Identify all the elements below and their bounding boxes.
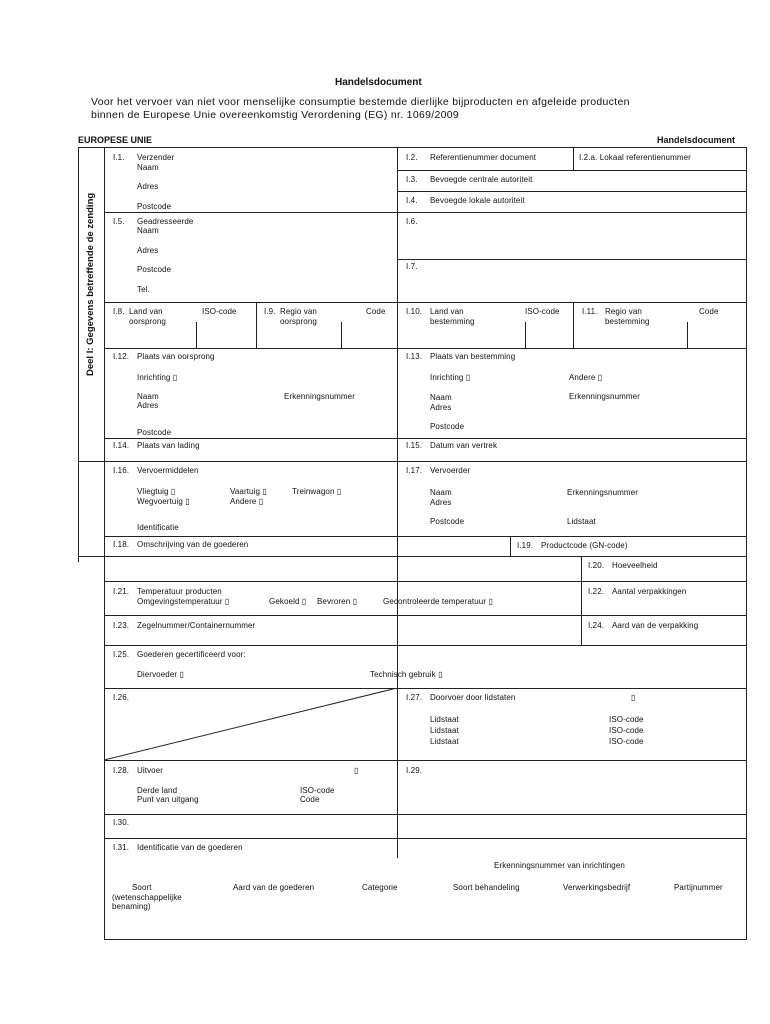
i17-postcode: Postcode (430, 517, 465, 526)
i8-iso: ISO-code (202, 307, 237, 316)
i16-label: Vervoermiddelen (137, 466, 199, 475)
i28-punt-van-uitgang: Punt van uitgang (137, 795, 199, 804)
i31-number: I.31. (113, 843, 130, 852)
i5-adres: Adres (137, 246, 159, 255)
i26-number: I.26. (113, 693, 130, 702)
i24-label: Aard van de verpakking (612, 621, 699, 630)
i25-diervoeder-option[interactable] (137, 670, 184, 680)
i11-label-2: bestemming (605, 317, 650, 326)
i2-label: Referentienummer document (430, 153, 537, 162)
i1-naam: Naam (137, 163, 159, 172)
i13-postcode: Postcode (430, 422, 465, 431)
i13-adres: Adres (430, 403, 452, 412)
header-left: EUROPESE UNIE (78, 135, 153, 145)
i8-number: I.8. (113, 307, 125, 316)
i21-bevroren-option[interactable] (317, 597, 357, 607)
i23-label: Zegelnummer/Containernummer (137, 621, 256, 630)
i12-inrichting-label: Inrichting (137, 373, 171, 382)
i19-number: I.19. (517, 541, 534, 550)
i28-number: I.28. (113, 766, 130, 775)
i2-number: I.2. (406, 153, 418, 162)
i22-number: I.22. (588, 587, 605, 596)
i25-number: I.25. (113, 650, 130, 659)
i16-number: I.16. (113, 466, 130, 475)
checkbox-icon[interactable]: ▯ (465, 373, 471, 382)
i14-number: I.14. (113, 441, 130, 450)
i25-label: Goederen gecertificeerd voor: (137, 650, 246, 659)
i2a-label: I.2.a. Lokaal referentienummer (579, 153, 691, 162)
i13-number: I.13. (406, 352, 423, 361)
i20-number: I.20. (588, 561, 605, 570)
i15-number: I.15. (406, 441, 423, 450)
i27-iso-2: ISO-code (609, 726, 644, 735)
i28-label: Uitvoer (137, 766, 164, 775)
i13-naam: Naam (430, 393, 452, 402)
i13-inrichting-option[interactable] (430, 373, 470, 383)
i21-gecontroleerd-option[interactable] (383, 597, 493, 607)
i3-label: Bevoegde centrale autoriteit (430, 175, 533, 184)
i13-andere-option[interactable] (569, 373, 602, 383)
i21-bevroren-label: Bevroren (317, 597, 351, 606)
i21-omgevingstemperatuur-label: Omgevingstemperatuur (137, 597, 223, 606)
i13-erkenningsnummer: Erkenningsnummer (569, 392, 640, 401)
checkbox-icon[interactable]: ▯ (631, 693, 636, 702)
i5-label: Geadresseerde (137, 217, 194, 226)
i23-number: I.23. (113, 621, 130, 630)
i12-postcode: Postcode (137, 428, 172, 437)
checkbox-icon[interactable]: ▯ (352, 597, 358, 606)
i31-wetenschappelijke: (wetenschappelijke (112, 893, 182, 902)
i19-label: Productcode (GN-code) (541, 541, 628, 550)
i31-categorie: Categorie (362, 883, 398, 892)
i11-label-1: Regio van (605, 307, 642, 316)
i21-label: Temperatuur producten (137, 587, 222, 596)
i16-treinwagon-option[interactable] (292, 487, 341, 497)
i16-vaartuig-option[interactable] (230, 487, 267, 497)
i27-iso-3: ISO-code (609, 737, 644, 746)
i12-number: I.12. (113, 352, 130, 361)
i11-number: I.11. (582, 307, 598, 316)
i17-number: I.17. (406, 466, 423, 475)
i8-label-1: Land van (129, 307, 163, 316)
i27-lidstaat-2: Lidstaat (430, 726, 459, 735)
checkbox-icon[interactable]: ▯ (336, 487, 342, 496)
i17-lidstaat: Lidstaat (567, 517, 596, 526)
i16-wegvoertuig-label: Wegvoertuig (137, 497, 183, 506)
i16-vliegtuig-label: Vliegtuig (137, 487, 169, 496)
i1-adres: Adres (137, 182, 159, 191)
i4-number: I.4. (406, 196, 418, 205)
i21-gekoeld-label: Gekoeld (269, 597, 300, 606)
i28-derde-land: Derde land (137, 786, 178, 795)
i1-postcode: Postcode (137, 202, 172, 211)
i8-label-2: oorsprong (129, 317, 166, 326)
i9-label-2: oorsprong (280, 317, 317, 326)
checkbox-icon[interactable]: ▯ (258, 497, 264, 506)
i16-vaartuig-label: Vaartuig (230, 487, 261, 496)
i25-technisch-option[interactable] (370, 670, 443, 680)
i10-iso: ISO-code (525, 307, 560, 316)
i25-diervoeder-label: Diervoeder (137, 670, 178, 679)
i17-adres: Adres (430, 498, 452, 507)
i1-number: I.1. (113, 153, 125, 162)
header-right: Handelsdocument (657, 135, 736, 145)
i31-erkenningsnummer: Erkenningsnummer van inrichtingen (494, 861, 625, 870)
i21-gekoeld-option[interactable] (269, 597, 306, 607)
i31-partijnummer: Partijnummer (674, 883, 723, 892)
i14-label: Plaats van lading (137, 441, 200, 450)
i20-label: Hoeveelheid (612, 561, 658, 570)
i16-wegvoertuig-option[interactable] (137, 497, 190, 507)
i21-number: I.21. (113, 587, 130, 596)
checkbox-icon[interactable]: ▯ (170, 487, 176, 496)
i12-naam: Naam (137, 392, 159, 401)
i31-verwerkingsbedrijf: Verwerkingsbedrijf (563, 883, 631, 892)
i27-label: Doorvoer door lidstaten (430, 693, 516, 702)
checkbox-icon[interactable]: ▯ (185, 497, 190, 506)
side-label: Deel I: Gegevens betreffende de zending (85, 192, 96, 376)
i22-label: Aantal verpakkingen (612, 587, 687, 596)
checkbox-icon[interactable]: ▯ (224, 597, 230, 606)
i10-label-1: Land van (430, 307, 464, 316)
i13-label: Plaats van bestemming (430, 352, 516, 361)
checkbox-icon[interactable]: ▯ (172, 373, 178, 382)
i27-lidstaat-3: Lidstaat (430, 737, 459, 746)
i27-lidstaat-1: Lidstaat (430, 715, 459, 724)
i4-label: Bevoegde lokale autoriteit (430, 196, 525, 205)
i13-inrichting-label: Inrichting (430, 373, 464, 382)
i12-adres: Adres (137, 401, 159, 410)
i5-naam: Naam (137, 226, 159, 235)
i12-erkenningsnummer: Erkenningsnummer (284, 392, 355, 401)
intro-line-1: Voor het vervoer van niet voor menselijke consumptie bestemde dierlijke bijproducten en afgeleide producten (91, 96, 630, 108)
checkbox-icon[interactable]: ▯ (597, 373, 603, 382)
i31-soort: Soort (132, 883, 152, 892)
i24-number: I.24. (588, 621, 605, 630)
i11-code: Code (699, 307, 719, 316)
intro-line-2: binnen de Europese Unie overeenkomstig Verordening (EG) nr. 1069/2009 (91, 109, 460, 121)
i16-andere-label: Andere (230, 497, 257, 506)
i25-technisch-label: Technisch gebruik (370, 670, 436, 679)
i31-aard: Aard van de goederen (233, 883, 315, 892)
i31-benaming: benaming) (112, 902, 151, 911)
i16-andere-option[interactable] (230, 497, 263, 507)
i28-iso-code: ISO-code (300, 786, 335, 795)
checkbox-icon[interactable]: ▯ (488, 597, 493, 606)
i6-number: I.6. (406, 217, 418, 226)
i12-inrichting-option[interactable] (137, 373, 177, 383)
i9-code: Code (366, 307, 386, 316)
checkbox-icon[interactable]: ▯ (179, 670, 184, 679)
i31-behandeling: Soort behandeling (453, 883, 520, 892)
i1-label: Verzender (137, 153, 175, 162)
i5-tel: Tel. (137, 285, 150, 294)
checkbox-icon[interactable]: ▯ (262, 487, 267, 496)
i10-label-2: bestemming (430, 317, 475, 326)
i9-number: I.9. (264, 307, 276, 316)
i27-iso-1: ISO-code (609, 715, 644, 724)
i10-number: I.10. (406, 307, 423, 316)
i7-number: I.7. (406, 262, 418, 271)
i28-code: Code (300, 795, 320, 804)
i21-gecontroleerd-label: Gecontroleerde temperatuur (383, 597, 487, 606)
i5-number: I.5. (113, 217, 125, 226)
i31-label: Identificatie van de goederen (137, 843, 243, 852)
i18-label: Omschrijving van de goederen (137, 540, 249, 549)
i18-number: I.18. (113, 540, 130, 549)
i16-treinwagon-label: Treinwagon (292, 487, 335, 496)
i16-vliegtuig-option[interactable] (137, 487, 175, 497)
i30-number: I.30. (113, 818, 130, 827)
i9-label-1: Regio van (280, 307, 317, 316)
i13-andere-label: Andere (569, 373, 596, 382)
i15-label: Datum van vertrek (430, 441, 498, 450)
checkbox-icon[interactable]: ▯ (301, 597, 307, 606)
checkbox-icon[interactable]: ▯ (438, 670, 443, 679)
i5-postcode: Postcode (137, 265, 172, 274)
i17-erkenningsnummer: Erkenningsnummer (567, 488, 638, 497)
i21-omgevingstemperatuur-option[interactable] (137, 597, 229, 607)
i12-label: Plaats van oorsprong (137, 352, 215, 361)
i17-label: Vervoerder (430, 466, 471, 475)
i29-number: I.29. (406, 766, 423, 775)
i16-identificatie: Identificatie (137, 523, 179, 532)
checkbox-icon[interactable]: ▯ (354, 766, 359, 775)
page-title: Handelsdocument (335, 77, 422, 88)
i17-naam: Naam (430, 488, 452, 497)
i3-number: I.3. (406, 175, 418, 184)
i27-number: I.27. (406, 693, 423, 702)
